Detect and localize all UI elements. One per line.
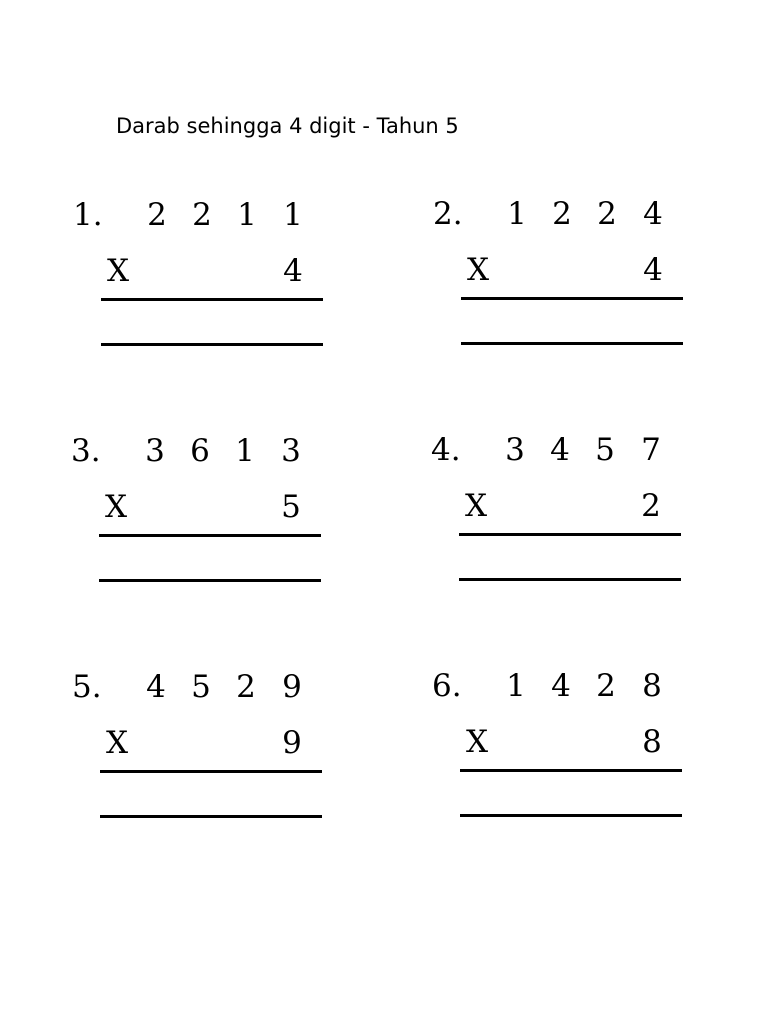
multiplicand-digit: 7 (641, 432, 661, 468)
multiplicand-digit: 1 (237, 197, 257, 233)
multiplicand-digit: 1 (506, 668, 526, 704)
multiplicand-digit: 4 (146, 669, 166, 705)
answer-line (460, 814, 682, 817)
product-line (459, 533, 681, 536)
problem-number: 6. (432, 668, 462, 704)
multiply-sign: X (105, 489, 128, 525)
multiply-sign: X (467, 252, 490, 288)
problem-number: 3. (71, 433, 101, 469)
answer-line (100, 815, 322, 818)
multiplicand-digit: 3 (281, 433, 301, 469)
answer-line (459, 578, 681, 581)
problem-3 (71, 433, 391, 593)
problem-2 (433, 196, 753, 356)
multiplicand-digit: 4 (643, 196, 663, 232)
multiplier-digit: 9 (282, 725, 302, 761)
answer-line (461, 342, 683, 345)
problem-number: 1. (73, 197, 103, 233)
multiplicand-digit: 3 (145, 433, 165, 469)
multiplicand-digit: 1 (235, 433, 255, 469)
multiplier-digit: 2 (641, 488, 661, 524)
product-line (99, 534, 321, 537)
multiply-sign: X (466, 724, 489, 760)
problem-number: 2. (433, 196, 463, 232)
product-line (101, 298, 323, 301)
product-line (100, 770, 322, 773)
product-line (461, 297, 683, 300)
multiply-sign: X (107, 253, 130, 289)
multiplicand-digit: 5 (595, 432, 615, 468)
problem-6 (432, 668, 752, 828)
multiplier-digit: 4 (643, 252, 663, 288)
multiplicand-digit: 4 (550, 432, 570, 468)
multiply-sign: X (106, 725, 129, 761)
problem-number: 4. (431, 432, 461, 468)
multiplicand-digit: 2 (236, 669, 256, 705)
answer-line (99, 579, 321, 582)
multiplicand-digit: 8 (642, 668, 662, 704)
multiply-sign: X (465, 488, 488, 524)
multiplicand-digit: 2 (552, 196, 572, 232)
multiplicand-digit: 2 (597, 196, 617, 232)
multiplicand-digit: 6 (190, 433, 210, 469)
multiplicand-digit: 1 (507, 196, 527, 232)
problem-1 (73, 197, 393, 357)
worksheet-title: Darab sehingga 4 digit - Tahun 5 (116, 114, 459, 138)
multiplicand-digit: 5 (191, 669, 211, 705)
problem-number: 5. (72, 669, 102, 705)
multiplier-digit: 8 (642, 724, 662, 760)
multiplicand-digit: 2 (147, 197, 167, 233)
multiplicand-digit: 3 (505, 432, 525, 468)
problem-4 (431, 432, 751, 592)
multiplicand-digit: 1 (283, 197, 303, 233)
multiplier-digit: 5 (281, 489, 301, 525)
problem-5 (72, 669, 392, 829)
product-line (460, 769, 682, 772)
multiplicand-digit: 2 (192, 197, 212, 233)
answer-line (101, 343, 323, 346)
multiplicand-digit: 4 (551, 668, 571, 704)
multiplier-digit: 4 (283, 253, 303, 289)
multiplicand-digit: 9 (282, 669, 302, 705)
multiplicand-digit: 2 (596, 668, 616, 704)
